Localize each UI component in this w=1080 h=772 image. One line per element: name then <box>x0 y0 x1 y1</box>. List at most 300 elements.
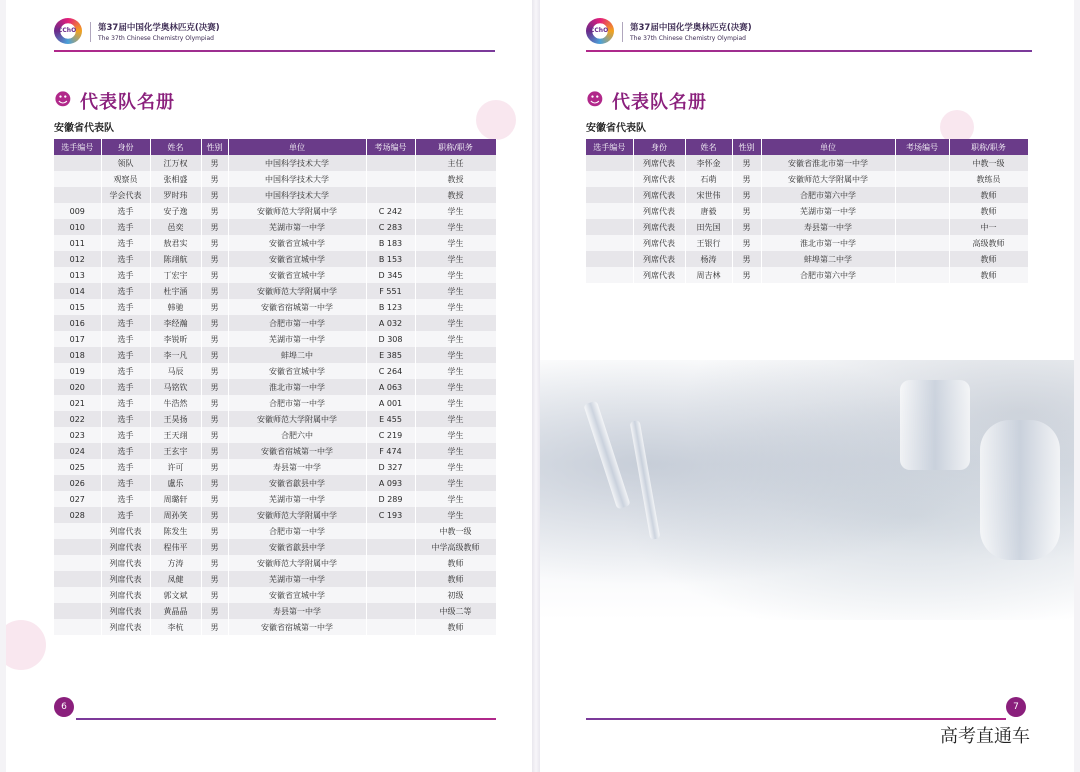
table-cell: 015 <box>54 299 101 315</box>
table-cell: 安子逸 <box>150 203 201 219</box>
table-cell: 安徽省宣城中学 <box>228 363 366 379</box>
section-title <box>586 88 786 114</box>
table-cell: C 193 <box>366 507 415 523</box>
table-cell: 列席代表 <box>633 203 685 219</box>
table-cell: 列席代表 <box>633 187 685 203</box>
table-cell: 安徽师范大学附属中学 <box>228 555 366 571</box>
table-cell: 李锐昕 <box>150 331 201 347</box>
table-cell: 选手 <box>101 299 150 315</box>
table-cell: 学生 <box>415 235 496 251</box>
table-cell: 李经瀚 <box>150 315 201 331</box>
table-row <box>54 427 496 443</box>
table-cell <box>895 267 949 283</box>
table-row <box>586 203 1028 219</box>
table-cell <box>54 523 101 539</box>
table-cell: 023 <box>54 427 101 443</box>
table-cell: 石萌 <box>685 171 732 187</box>
table-cell: 安徽师范大学附属中学 <box>228 411 366 427</box>
header-separator <box>622 22 623 42</box>
table-cell: 选手 <box>101 491 150 507</box>
table-cell: 陈发生 <box>150 523 201 539</box>
table-cell: 教练员 <box>949 171 1028 187</box>
table-cell: D 308 <box>366 331 415 347</box>
header-title-en: The 37th Chinese Chemistry Olympiad <box>630 35 746 42</box>
table-cell: D 327 <box>366 459 415 475</box>
table-cell <box>586 155 633 171</box>
table-cell: 牛浩然 <box>150 395 201 411</box>
header-rule <box>586 50 1032 52</box>
table-cell <box>895 171 949 187</box>
olympiad-logo-icon: CChO <box>586 18 614 44</box>
table-cell: 中国科学技术大学 <box>228 187 366 203</box>
table-cell: 安徽师范大学附属中学 <box>228 283 366 299</box>
table-cell: 选手 <box>101 459 150 475</box>
table-cell <box>54 571 101 587</box>
table-cell: 中国科学技术大学 <box>228 155 366 171</box>
table-cell: 江万权 <box>150 155 201 171</box>
table-cell: 学生 <box>415 363 496 379</box>
table-cell <box>366 187 415 203</box>
table-cell: 男 <box>732 235 761 251</box>
table-cell: 中级二等 <box>415 603 496 619</box>
table-cell: 男 <box>201 203 228 219</box>
table-cell: F 474 <box>366 443 415 459</box>
table-cell: 男 <box>201 443 228 459</box>
table-cell: 025 <box>54 459 101 475</box>
table-cell: 合肥市第一中学 <box>228 523 366 539</box>
table-cell: 学生 <box>415 203 496 219</box>
table-cell <box>586 171 633 187</box>
table-cell: A 063 <box>366 379 415 395</box>
table-cell: 男 <box>201 395 228 411</box>
table-cell: 选手 <box>101 411 150 427</box>
table-cell: 列席代表 <box>101 603 150 619</box>
table-cell <box>366 555 415 571</box>
table-cell <box>366 539 415 555</box>
table-cell: 018 <box>54 347 101 363</box>
table-cell: 教师 <box>415 555 496 571</box>
table-cell: 列席代表 <box>101 571 150 587</box>
table-row <box>54 443 496 459</box>
table-cell: C 242 <box>366 203 415 219</box>
table-cell: 合肥市第一中学 <box>228 315 366 331</box>
table-cell: 选手 <box>101 363 150 379</box>
table-cell: 安徽师范大学附属中学 <box>228 507 366 523</box>
table-cell: B 123 <box>366 299 415 315</box>
table-cell: 学生 <box>415 411 496 427</box>
table-cell: A 093 <box>366 475 415 491</box>
column-header: 选手编号 <box>586 139 633 155</box>
table-row <box>54 203 496 219</box>
table-cell: 中教一级 <box>415 523 496 539</box>
table-cell: 男 <box>201 299 228 315</box>
table-cell: 观察员 <box>101 171 150 187</box>
table-cell: 男 <box>732 219 761 235</box>
table-cell: 选手 <box>101 283 150 299</box>
table-row <box>54 379 496 395</box>
pipette-shape <box>583 401 630 510</box>
table-cell: 马辰 <box>150 363 201 379</box>
table-row <box>54 395 496 411</box>
table-cell: 安徽师范大学附属中学 <box>761 171 895 187</box>
table-cell: 芜湖市第一中学 <box>228 331 366 347</box>
table-cell: 李怀金 <box>685 155 732 171</box>
table-cell: 选手 <box>101 267 150 283</box>
table-cell: 男 <box>732 251 761 267</box>
table-cell: 教师 <box>949 251 1028 267</box>
table-cell: 韩驰 <box>150 299 201 315</box>
table-cell: 009 <box>54 203 101 219</box>
table-cell <box>366 619 415 635</box>
table-cell: 男 <box>201 155 228 171</box>
table-cell: 017 <box>54 331 101 347</box>
table-cell: 李杭 <box>150 619 201 635</box>
table-cell: 选手 <box>101 347 150 363</box>
table-cell <box>54 539 101 555</box>
column-header: 性别 <box>201 139 228 155</box>
table-cell: 014 <box>54 283 101 299</box>
table-cell: 安徽省宣城中学 <box>228 235 366 251</box>
table-cell: 男 <box>201 267 228 283</box>
table-cell: 周璐轩 <box>150 491 201 507</box>
table-cell: 男 <box>201 603 228 619</box>
table-cell: 安徽省歙县中学 <box>228 475 366 491</box>
column-header: 姓名 <box>150 139 201 155</box>
table-cell: 028 <box>54 507 101 523</box>
table-cell: 列席代表 <box>633 171 685 187</box>
table-cell: 男 <box>201 571 228 587</box>
left-page <box>6 0 532 772</box>
table-cell: 寿县第一中学 <box>761 219 895 235</box>
table-cell: 周孙笑 <box>150 507 201 523</box>
table-cell: 学生 <box>415 219 496 235</box>
laboratory-background-image <box>540 360 1074 620</box>
table-cell: 男 <box>201 619 228 635</box>
table-cell: 合肥市第六中学 <box>761 267 895 283</box>
table-cell: 安徽省宣城中学 <box>228 267 366 283</box>
column-header: 姓名 <box>685 139 732 155</box>
table-cell: 男 <box>201 331 228 347</box>
table-cell: 安徽省宿城第一中学 <box>228 299 366 315</box>
table-cell <box>366 603 415 619</box>
table-cell <box>586 219 633 235</box>
table-cell: 男 <box>732 203 761 219</box>
table-cell: 男 <box>201 523 228 539</box>
table-cell <box>54 187 101 203</box>
table-cell: 主任 <box>415 155 496 171</box>
page-number: 7 <box>1006 697 1026 717</box>
olympiad-logo-icon: CChO <box>54 18 82 44</box>
table-cell: 教师 <box>415 619 496 635</box>
table-cell <box>54 619 101 635</box>
table-row <box>54 283 496 299</box>
table-cell: 教授 <box>415 171 496 187</box>
table-cell: 蚌埠第二中学 <box>761 251 895 267</box>
table-cell: 教师 <box>949 187 1028 203</box>
table-cell: 教师 <box>949 203 1028 219</box>
header-rule <box>54 50 495 52</box>
table-cell: 许可 <box>150 459 201 475</box>
table-cell: 凤健 <box>150 571 201 587</box>
table-header-row <box>54 139 496 155</box>
table-row <box>586 251 1028 267</box>
table-row <box>54 171 496 187</box>
table-row <box>586 171 1028 187</box>
table-row <box>54 555 496 571</box>
decorative-dot <box>476 100 516 140</box>
table-cell: 安徽师范大学附属中学 <box>228 203 366 219</box>
table-cell: 王银行 <box>685 235 732 251</box>
table-cell: 李一凡 <box>150 347 201 363</box>
table-header-row <box>586 139 1028 155</box>
table-cell: 学生 <box>415 491 496 507</box>
table-cell: 张相盛 <box>150 171 201 187</box>
table-cell: D 289 <box>366 491 415 507</box>
column-header: 单位 <box>761 139 895 155</box>
table-cell: 列席代表 <box>101 619 150 635</box>
table-cell: B 183 <box>366 235 415 251</box>
table-row <box>54 267 496 283</box>
table-cell: 高级教师 <box>949 235 1028 251</box>
table-cell: 中学高级教师 <box>415 539 496 555</box>
table-cell: 中国科学技术大学 <box>228 171 366 187</box>
table-cell: 男 <box>201 587 228 603</box>
table-cell: 选手 <box>101 251 150 267</box>
table-cell: 选手 <box>101 475 150 491</box>
column-header: 考场编号 <box>895 139 949 155</box>
table-cell: 选手 <box>101 235 150 251</box>
table-cell: 蚌埠二中 <box>228 347 366 363</box>
table-cell: 列席代表 <box>101 587 150 603</box>
table-cell: 学生 <box>415 443 496 459</box>
people-icon: ☻ <box>54 90 72 110</box>
table-cell: 教授 <box>415 187 496 203</box>
table-cell: 芜湖市第一中学 <box>761 203 895 219</box>
table-cell: 学生 <box>415 347 496 363</box>
table-cell: 男 <box>201 251 228 267</box>
table-row <box>54 363 496 379</box>
table-cell: 淮北市第一中学 <box>761 235 895 251</box>
header-title-en: The 37th Chinese Chemistry Olympiad <box>98 35 214 42</box>
table-cell: 教师 <box>415 571 496 587</box>
table-cell: 选手 <box>101 331 150 347</box>
table-cell: 安徽省宣城中学 <box>228 587 366 603</box>
table-cell: C 283 <box>366 219 415 235</box>
table-cell <box>54 155 101 171</box>
table-cell: 016 <box>54 315 101 331</box>
table-cell <box>366 523 415 539</box>
hand-shape <box>980 420 1060 560</box>
table-row <box>54 187 496 203</box>
table-row <box>54 587 496 603</box>
table-row <box>54 315 496 331</box>
table-cell <box>895 187 949 203</box>
table-cell: 杨涛 <box>685 251 732 267</box>
table-cell: 选手 <box>101 507 150 523</box>
table-row <box>586 219 1028 235</box>
table-cell: 中一 <box>949 219 1028 235</box>
column-header: 身份 <box>101 139 150 155</box>
table-row <box>54 539 496 555</box>
table-row <box>54 459 496 475</box>
table-cell: 男 <box>732 155 761 171</box>
table-cell <box>586 187 633 203</box>
table-cell: 芜湖市第一中学 <box>228 571 366 587</box>
table-cell: 程伟平 <box>150 539 201 555</box>
table-cell: 019 <box>54 363 101 379</box>
table-cell <box>586 267 633 283</box>
table-cell: 郭文斌 <box>150 587 201 603</box>
table-cell: 列席代表 <box>633 235 685 251</box>
table-cell: 男 <box>201 475 228 491</box>
table-cell <box>366 155 415 171</box>
table-cell: 学生 <box>415 283 496 299</box>
page-header <box>54 18 494 52</box>
table-cell: 学会代表 <box>101 187 150 203</box>
table-cell <box>366 587 415 603</box>
table-cell <box>366 571 415 587</box>
table-cell <box>895 235 949 251</box>
watermark-text: 高考直通车 <box>940 726 1030 747</box>
table-row <box>54 523 496 539</box>
table-cell <box>54 171 101 187</box>
table-cell: 周吉林 <box>685 267 732 283</box>
page-title: 代表队名册 <box>80 92 175 113</box>
table-row <box>54 491 496 507</box>
table-cell: 男 <box>201 363 228 379</box>
table-cell: 中教一级 <box>949 155 1028 171</box>
table-cell: 男 <box>732 267 761 283</box>
table-cell: E 385 <box>366 347 415 363</box>
table-cell: 男 <box>201 171 228 187</box>
table-cell: 学生 <box>415 507 496 523</box>
table-row <box>586 267 1028 283</box>
header-separator <box>90 22 91 42</box>
table-cell <box>366 171 415 187</box>
table-cell: 邑奕 <box>150 219 201 235</box>
table-cell: 安徽省歙县中学 <box>228 539 366 555</box>
table-cell: B 153 <box>366 251 415 267</box>
page-header <box>586 18 1026 52</box>
table-cell: 陈翊航 <box>150 251 201 267</box>
table-cell: 寿县第一中学 <box>228 603 366 619</box>
table-cell: 011 <box>54 235 101 251</box>
table-cell: 选手 <box>101 443 150 459</box>
table-cell: 合肥市第一中学 <box>228 395 366 411</box>
table-row <box>54 251 496 267</box>
table-cell <box>895 251 949 267</box>
table-cell: 合肥六中 <box>228 427 366 443</box>
table-cell: 列席代表 <box>101 555 150 571</box>
table-row <box>54 347 496 363</box>
table-cell: 方涛 <box>150 555 201 571</box>
pipette-shape <box>630 420 661 540</box>
footer-rule <box>76 718 496 720</box>
table-cell: 学生 <box>415 251 496 267</box>
column-header: 职称/职务 <box>415 139 496 155</box>
column-header: 单位 <box>228 139 366 155</box>
table-cell: 选手 <box>101 219 150 235</box>
table-cell: 学生 <box>415 331 496 347</box>
table-row <box>54 219 496 235</box>
table-cell: 选手 <box>101 315 150 331</box>
table-cell: 学生 <box>415 299 496 315</box>
right-page <box>540 0 1074 772</box>
table-cell: C 264 <box>366 363 415 379</box>
table-row <box>54 411 496 427</box>
table-cell: 唐毅 <box>685 203 732 219</box>
table-cell: 学生 <box>415 315 496 331</box>
table-cell: 宋世伟 <box>685 187 732 203</box>
table-cell <box>586 203 633 219</box>
table-cell: 领队 <box>101 155 150 171</box>
table-cell <box>586 235 633 251</box>
table-row <box>54 475 496 491</box>
header-title-cn: 第37届中国化学奥林匹克(决赛) <box>630 23 752 33</box>
table-cell: 020 <box>54 379 101 395</box>
table-cell: 教师 <box>949 267 1028 283</box>
header-title-cn: 第37届中国化学奥林匹克(决赛) <box>98 23 220 33</box>
flask-shape <box>900 380 970 470</box>
table-cell: 列席代表 <box>633 155 685 171</box>
table-cell: 学生 <box>415 427 496 443</box>
table-cell: E 455 <box>366 411 415 427</box>
table-row <box>586 235 1028 251</box>
column-header: 考场编号 <box>366 139 415 155</box>
table-cell: 王昊扬 <box>150 411 201 427</box>
table-row <box>54 155 496 171</box>
table-cell: 男 <box>732 171 761 187</box>
table-row <box>586 155 1028 171</box>
table-cell: 学生 <box>415 395 496 411</box>
table-cell: 马铭钦 <box>150 379 201 395</box>
table-cell <box>54 603 101 619</box>
page-title: 代表队名册 <box>612 92 707 113</box>
table-cell: 芜湖市第一中学 <box>228 491 366 507</box>
team-name: 安徽省代表队 <box>586 123 646 134</box>
table-cell: A 001 <box>366 395 415 411</box>
table-cell: 敖君实 <box>150 235 201 251</box>
table-cell: 021 <box>54 395 101 411</box>
table-cell: 寿县第一中学 <box>228 459 366 475</box>
table-cell: 027 <box>54 491 101 507</box>
table-cell: F 551 <box>366 283 415 299</box>
table-cell: 男 <box>201 187 228 203</box>
table-cell: 010 <box>54 219 101 235</box>
column-header: 职称/职务 <box>949 139 1028 155</box>
table-cell: 男 <box>201 539 228 555</box>
table-cell: 安徽省淮北市第一中学 <box>761 155 895 171</box>
table-cell: 列席代表 <box>101 539 150 555</box>
table-cell: 男 <box>201 459 228 475</box>
table-cell: 盧乐 <box>150 475 201 491</box>
table-cell: 男 <box>201 219 228 235</box>
table-row <box>54 507 496 523</box>
table-cell: 男 <box>201 491 228 507</box>
table-cell: 列席代表 <box>633 267 685 283</box>
table-row <box>54 571 496 587</box>
table-cell <box>895 155 949 171</box>
table-cell: 026 <box>54 475 101 491</box>
team-name: 安徽省代表队 <box>54 123 114 134</box>
table-cell: 男 <box>201 379 228 395</box>
table-cell: 男 <box>732 187 761 203</box>
table-cell <box>895 203 949 219</box>
decorative-dot <box>6 620 46 670</box>
table-cell: 男 <box>201 235 228 251</box>
table-cell <box>54 587 101 603</box>
column-header: 性别 <box>732 139 761 155</box>
